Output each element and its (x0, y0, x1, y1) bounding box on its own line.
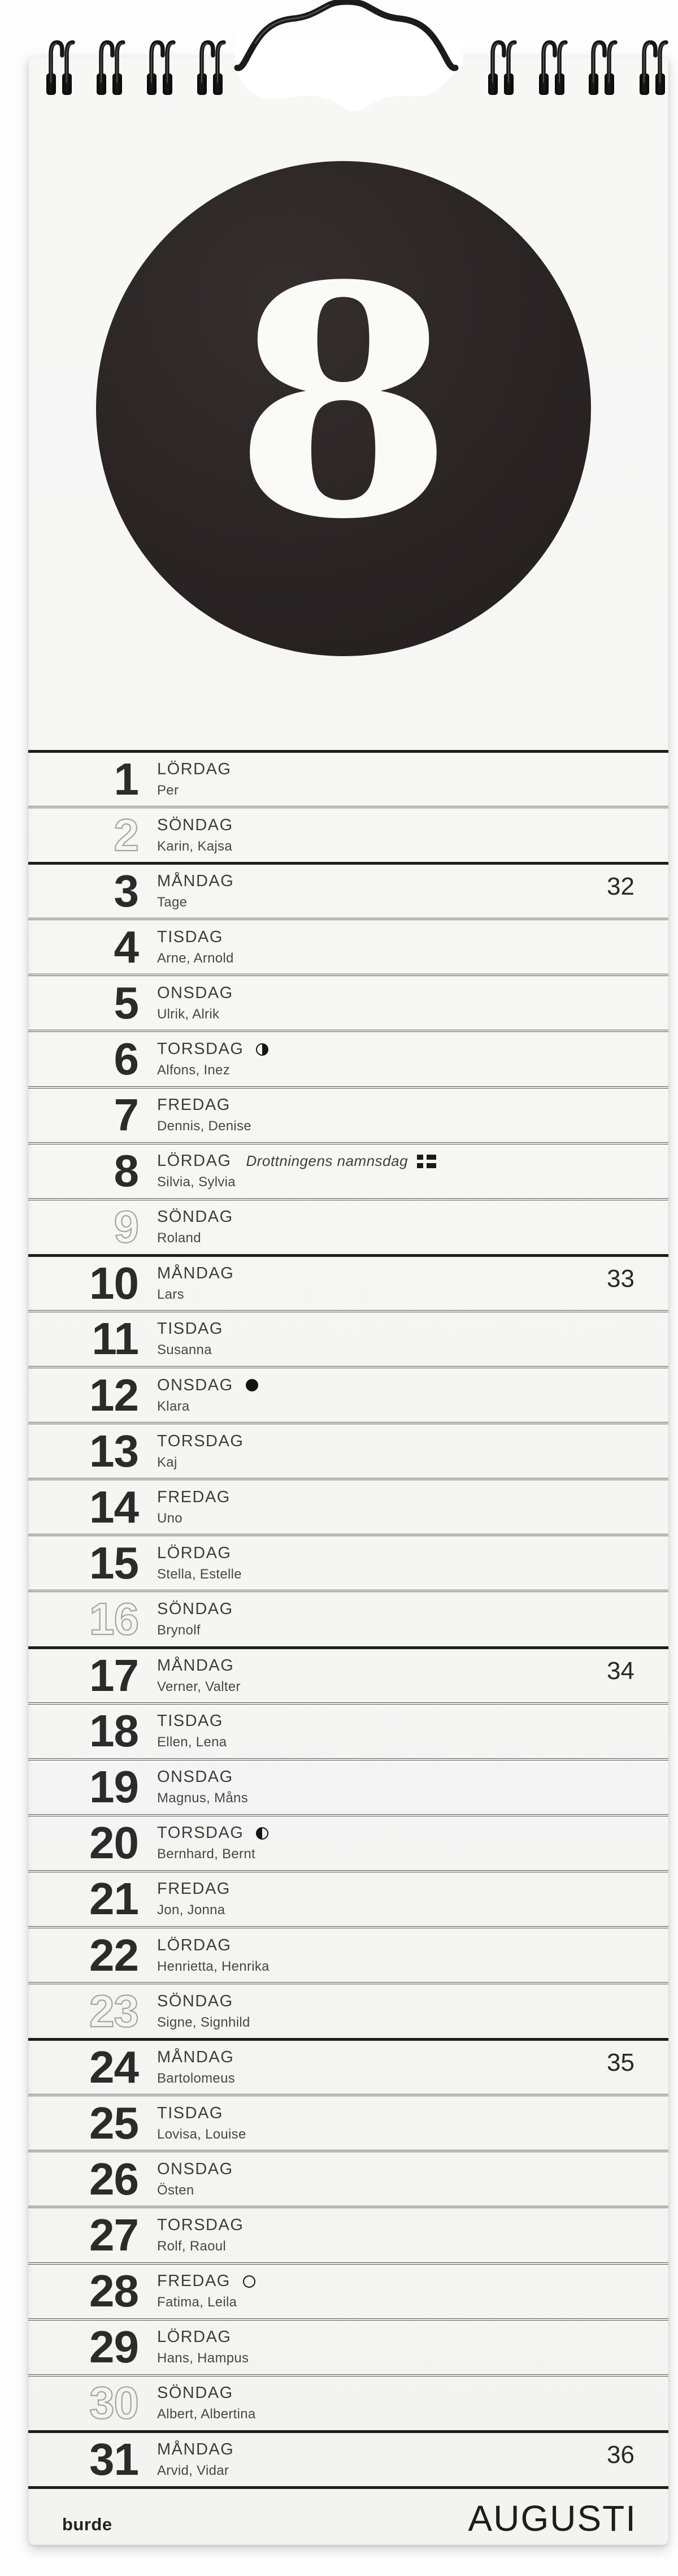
day-title-line (157, 1432, 244, 1451)
nameday-label: Lars (157, 1286, 184, 1302)
day-number: 23 (89, 1985, 138, 2036)
nameday-label: Karin, Kajsa (157, 838, 232, 854)
nameday-label: Klara (157, 1398, 190, 1414)
day-title-line (157, 2216, 244, 2235)
day-title-line (157, 1152, 436, 1170)
weekday-label: TISDAG (157, 1712, 223, 1731)
day-title-line (157, 1936, 270, 1955)
day-title-line (157, 1600, 233, 1619)
nameday-label: Jon, Jonna (157, 1902, 225, 1918)
nameday-label: Ellen, Lena (157, 1734, 227, 1750)
day-number: 17 (89, 1650, 138, 1701)
nameday-label: Magnus, Måns (157, 1790, 249, 1806)
day-number: 30 (89, 2378, 138, 2428)
day-texts (157, 1880, 231, 1918)
day-row (28, 918, 668, 974)
day-number: 18 (89, 1706, 138, 1757)
day-texts (157, 1488, 231, 1526)
nameday-label: Alfons, Inez (157, 1063, 231, 1078)
day-title-line (157, 2328, 249, 2347)
month-circle (96, 161, 591, 656)
day-title-line (157, 984, 233, 1003)
day-row (28, 1702, 668, 1758)
day-texts (157, 2160, 233, 2198)
day-texts (157, 1600, 233, 1638)
weekday-label: TISDAG (157, 2104, 223, 2122)
day-number: 26 (89, 2153, 138, 2204)
weekday-label: SÖNDAG (157, 1599, 233, 1618)
day-row (28, 2262, 668, 2318)
day-texts (157, 2384, 256, 2422)
day-number: 20 (89, 1818, 138, 1868)
day-row (28, 1758, 668, 1814)
day-row (28, 750, 668, 806)
spiral-binding-icon (586, 37, 618, 97)
nameday-label: Lovisa, Louise (157, 2126, 246, 2142)
hanger-wire-icon (231, 0, 468, 133)
day-title-line (157, 1712, 227, 1731)
nameday-label: Susanna (157, 1342, 212, 1358)
weekday-label: FREDAG (157, 1488, 231, 1506)
nameday-label: Brynolf (157, 1622, 201, 1638)
day-texts (157, 1992, 250, 2031)
nameday-label: Henrietta, Henrika (157, 1958, 270, 1974)
day-title-line (157, 1768, 248, 1786)
day-row (28, 2374, 668, 2430)
week-number: 32 (607, 873, 634, 901)
nameday-label: Östen (157, 2182, 194, 2198)
weekday-label: ONSDAG (157, 983, 233, 1002)
day-number: 9 (114, 1202, 138, 1252)
day-number: 5 (114, 977, 138, 1028)
day-number: 11 (92, 1313, 138, 1364)
day-number: 8 (114, 1146, 138, 1196)
day-texts (157, 1376, 258, 1415)
special-day-label: Drottningens namnsdag (246, 1152, 408, 1170)
day-title-line (157, 2384, 256, 2402)
day-title-line (157, 928, 234, 947)
day-number: 3 (114, 866, 138, 917)
weekday-label: LÖRDAG (157, 1543, 232, 1562)
day-texts (157, 1096, 251, 1134)
day-texts (157, 872, 234, 910)
nameday-label: Albert, Albertina (157, 2406, 256, 2422)
weekday-label: MÅNDAG (157, 1656, 234, 1675)
day-number: 6 (114, 1034, 138, 1085)
day-number: 29 (89, 2322, 138, 2373)
day-row (28, 862, 668, 918)
day-title-line (157, 1544, 242, 1563)
spiral-binding-icon (637, 37, 669, 97)
day-number: 4 (114, 921, 138, 972)
week-number: 36 (607, 2440, 634, 2469)
moon-first-quarter-icon (256, 1827, 268, 1840)
day-number: 19 (89, 1762, 138, 1812)
day-title-line (157, 1488, 231, 1507)
weekday-label: TORSDAG (157, 1824, 244, 1842)
day-texts (157, 2048, 235, 2087)
nameday-label: Uno (157, 1510, 182, 1526)
day-row (28, 1422, 668, 1478)
day-texts (157, 984, 233, 1022)
day-row (28, 1254, 668, 1310)
moon-last-quarter-icon (256, 1043, 268, 1056)
month-name: AUGUSTI (468, 2498, 637, 2539)
weekday-label: SÖNDAG (157, 1208, 233, 1226)
day-title-line (157, 1208, 233, 1226)
day-title-line (157, 872, 234, 891)
day-number: 21 (89, 1874, 138, 1924)
day-row (28, 1646, 668, 1702)
weekday-label: TORSDAG (157, 2215, 244, 2234)
nameday-label: Fatima, Leila (157, 2295, 237, 2310)
day-title-line (157, 1376, 258, 1395)
day-texts (157, 1264, 234, 1303)
day-title-line (157, 2048, 235, 2067)
day-number: 16 (89, 1593, 138, 1644)
nameday-label: Roland (157, 1230, 201, 1246)
weekday-label: FREDAG (157, 1096, 231, 1114)
day-number: 15 (89, 1537, 138, 1588)
nameday-label: Bernhard, Bernt (157, 1846, 255, 1862)
day-row (28, 2150, 668, 2206)
day-title-line (157, 1040, 268, 1059)
nameday-label: Ulrik, Alrik (157, 1006, 220, 1022)
weekday-label: FREDAG (157, 1880, 231, 1898)
day-number: 2 (114, 809, 138, 860)
weekday-label: FREDAG (157, 2272, 231, 2291)
day-title-line (157, 1880, 231, 1898)
day-texts (157, 2328, 249, 2366)
day-title-line (157, 760, 231, 779)
moon-new-moon-icon (246, 1379, 258, 1391)
day-texts (157, 928, 234, 966)
weekday-label: MÅNDAG (157, 1264, 234, 1282)
weekday-label: SÖNDAG (157, 2384, 233, 2402)
day-number: 14 (89, 1481, 138, 1532)
day-number: 7 (114, 1090, 138, 1140)
weekday-label: ONSDAG (157, 1376, 233, 1394)
day-texts (157, 1712, 227, 1750)
day-title-line (157, 2440, 234, 2459)
day-number: 22 (89, 1929, 138, 1980)
day-number: 24 (89, 2042, 138, 2093)
day-number: 12 (89, 1369, 138, 1420)
day-title-line (157, 2104, 246, 2123)
day-texts (157, 1432, 244, 1471)
day-row (28, 806, 668, 862)
day-row (28, 2206, 668, 2262)
weekday-label: ONSDAG (157, 1768, 233, 1786)
spiral-binding-icon (195, 37, 227, 97)
weekday-label: TORSDAG (157, 1432, 244, 1450)
day-texts (157, 1040, 268, 1078)
weekday-label: MÅNDAG (157, 2048, 234, 2067)
nameday-label: Arne, Arnold (157, 950, 234, 966)
weekday-label: TISDAG (157, 927, 223, 946)
nameday-label: Dennis, Denise (157, 1118, 251, 1134)
day-row (28, 2094, 668, 2150)
day-number: 1 (114, 754, 138, 805)
swedish-flag-icon (417, 1155, 436, 1168)
calendar-page (28, 57, 668, 2545)
day-texts (157, 1824, 268, 1862)
weekday-label: LÖRDAG (157, 2328, 232, 2347)
weekday-label: ONSDAG (157, 2159, 233, 2178)
spiral-binding-icon (145, 37, 176, 97)
day-texts (157, 1208, 233, 1246)
day-row (28, 1590, 668, 1646)
day-texts (157, 1768, 248, 1806)
weekday-label: LÖRDAG (157, 1936, 232, 1954)
spiral-binding-icon (44, 37, 76, 97)
day-number: 27 (89, 2209, 138, 2260)
nameday-label: Arvid, Vidar (157, 2462, 229, 2478)
day-row (28, 1982, 668, 2038)
spiral-binding-icon (94, 37, 126, 97)
moon-full-moon-icon (243, 2275, 255, 2288)
weekday-label: SÖNDAG (157, 816, 233, 834)
weekday-label: TISDAG (157, 1320, 223, 1338)
weekday-label: SÖNDAG (157, 1992, 233, 2010)
day-texts (157, 1320, 223, 1358)
day-row (28, 1198, 668, 1254)
nameday-label: Rolf, Raoul (157, 2238, 227, 2254)
week-number: 35 (607, 2049, 634, 2077)
day-title-line (157, 1096, 251, 1114)
week-number: 34 (607, 1656, 634, 1685)
day-row (28, 1478, 668, 1534)
day-row (28, 974, 668, 1030)
day-title-line (157, 2160, 233, 2179)
day-title-line (157, 1656, 241, 1675)
nameday-label: Bartolomeus (157, 2071, 236, 2087)
brand-logo: burde (62, 2514, 112, 2534)
day-number: 31 (89, 2434, 138, 2484)
day-title-line (157, 1264, 234, 1283)
day-texts (157, 816, 233, 855)
day-row (28, 1310, 668, 1366)
nameday-label: Silvia, Sylvia (157, 1174, 236, 1190)
nameday-label: Hans, Hampus (157, 2351, 249, 2366)
week-number: 33 (607, 1264, 634, 1293)
day-row (28, 1870, 668, 1926)
month-big-number: 8 (233, 217, 454, 589)
day-row (28, 2318, 668, 2374)
day-texts (157, 2104, 246, 2143)
weekday-label: LÖRDAG (157, 1152, 232, 1170)
weekday-label: LÖRDAG (157, 760, 232, 779)
day-row (28, 1814, 668, 1870)
day-texts (157, 1656, 241, 1695)
day-title-line (157, 1824, 268, 1842)
day-title-line (157, 1992, 250, 2011)
day-texts (157, 2216, 244, 2254)
day-row (28, 1142, 668, 1198)
footer (28, 2486, 668, 2545)
day-texts (157, 760, 231, 799)
spiral-binding-icon (486, 37, 518, 97)
day-texts (157, 1936, 270, 1975)
weekday-label: MÅNDAG (157, 2440, 234, 2458)
day-row (28, 1534, 668, 1590)
day-row (28, 1366, 668, 1422)
day-row (28, 2038, 668, 2094)
nameday-label: Signe, Signhild (157, 2014, 250, 2030)
nameday-label: Kaj (157, 1454, 177, 1470)
day-texts (157, 2272, 255, 2310)
nameday-label: Verner, Valter (157, 1679, 241, 1694)
day-list (28, 750, 668, 2486)
day-number: 10 (89, 1257, 138, 1308)
nameday-label: Stella, Estelle (157, 1566, 242, 1582)
day-number: 25 (89, 2097, 138, 2148)
day-number: 13 (89, 1425, 138, 1476)
day-texts (157, 1152, 436, 1190)
day-row (28, 1030, 668, 1086)
day-number: 28 (89, 2266, 138, 2317)
day-title-line (157, 1320, 223, 1338)
nameday-label: Tage (157, 895, 188, 910)
day-row (28, 1086, 668, 1142)
day-texts (157, 2440, 234, 2479)
day-title-line (157, 2272, 255, 2291)
day-row (28, 1926, 668, 1982)
spiral-binding-icon (537, 37, 568, 97)
nameday-label: Per (157, 783, 179, 799)
day-title-line (157, 816, 233, 835)
weekday-label: MÅNDAG (157, 872, 234, 891)
weekday-label: TORSDAG (157, 1040, 244, 1059)
day-texts (157, 1544, 242, 1582)
day-row (28, 2430, 668, 2486)
